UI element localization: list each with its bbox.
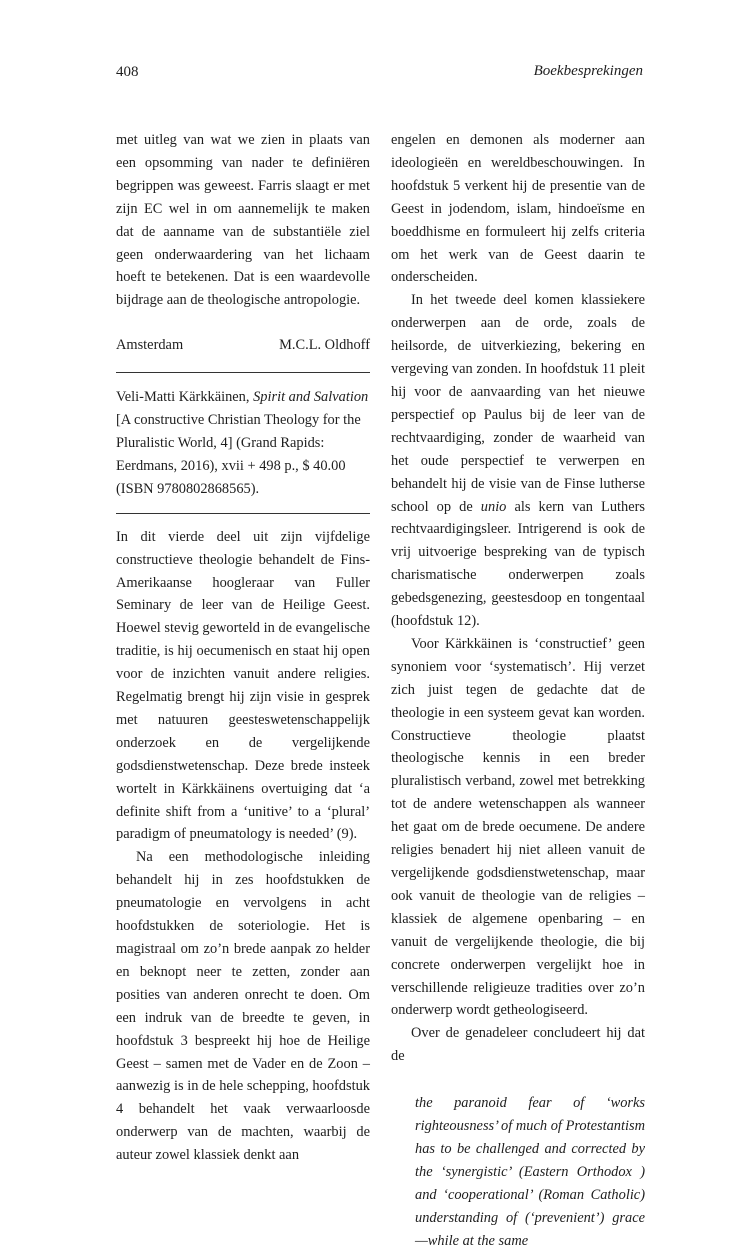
signature-name: M.C.L. Oldhoff [279,337,370,354]
review-paragraph-1: In dit vierde deel uit zijn vijfdelige constructieve theologie behandelt de Fins-Amerikaanse hoogleraar van Fuller Seminary de leer van de Heilige Geest. Hoewel stevig geworteld in de evangelische traditie, is hij oecumenisch en staat hij open voor de inzichten vanuit andere religies. Regelmatig brengt hij zijn visie in gesprek met natuuren geesteswetenschappelijk onderzoek en de vergelijkende godsdienstwetenschap. Deze brede insteek wortelt in Kärkkäinens overtuiging dat ‘a definite shift from a ‘unitive’ to a ‘plural’ paradigm of pneumatology is needed’ (9). [116,528,370,843]
citation-title: Spirit and Salvation [253,389,369,406]
left-column [116,129,370,1167]
running-head: Boekbesprekingen [533,63,643,79]
review-paragraph-4: Voor Kärkkäinen is ‘constructief’ geen synoniem voor ‘systematisch’. Hij verzet zich juist tegen de gedachte dat de theologie in een systeem gevat kan worden. Constructieve theologie plaatst theologische kennis in een breder pluralistisch verband, zowel met betrekking tot de andere wetenschappen als wanneer het gaat om de brede oecumene. De andere religies benadert hij niet alleen vanuit de vergelijkende godsdienstwetenschap, maar ook vanuit de theologie van de religies – klassiek de algemene openbaring – en vanuit de vergelijkende theologie, die bij concrete onderwerpen vergelijkt hoe in verschillende religieuze tradities over zo’n onderwerp wordt getheologiseerd. [391,635,645,1019]
review-paragraph-2-cont: engelen en demonen als moderner aan ideologieën en wereldbeschouwingen. In hoofdstuk 5 verkent hij de presentie van de Geest in jodendom, islam, hindoeïsme en boeddhisme en formuleert hij zelfs criteria om het werk van de Geest daarin te onderscheiden. [391,132,645,286]
citation-details: [A constructive Christian Theology for the Pluralistic World, 4] (Grand Rapids: Eerdmans, 2016), xvii + 498 p., $ 40.00 (ISBN 9780802868565). [116,412,361,497]
signature-place: Amsterdam [116,337,184,354]
citation-author: Veli-Matti Kärkkäinen, [116,389,254,406]
review-paragraph-3 [391,289,645,633]
previous-review-ending: met uitleg van wat we zien in plaats van een opsomming van nader te definiëren begrippen was geweest. Farris slaagt er met zijn EC wel in om aannemelijk te maken dat de aanname van de substantiële ziel geen onderwaardering van het lichaam hoeft te betekenen. Dat is een waardevolle bijdrage aan de theologische antropologie. [116,132,370,309]
page-header [0,0,738,100]
review-signature [116,334,370,357]
paragraph-3-text: In het tweede deel komen klassiekere onderwerpen aan de orde, zoals de heilsorde, de uitverkiezing, bekering en vergeving van zonden. In hoofdstuk 11 pleit hij voor de aanvaarding van het nieuwe perspectief op Paulus bij de leer van de rechtvaardiging, zonder de waarheid van het oude perspectief te verwerpen en behandelt hij de visie van de Finse lutherse school op de [391,292,645,515]
citation-rule-top [116,372,370,373]
citation-rule-bottom [116,513,370,514]
unio-term: unio [480,498,507,515]
review-paragraph-5: Over de genadeleer concludeert hij dat de [391,1025,645,1065]
review-paragraph-2: Na een methodologische inleiding behandelt hij in zes hoofdstukken de pneumatologie en vervolgens in acht hoofdstukken de soteriologie. Het is magistraal om zo’n brede aanpak zo helder en beknopt neer te zetten, zonder aan posities van anderen onrecht te doen. Om een indruk van de breedte te geven, in hoofdstuk 3 bespreekt hij hoe de Heilige Geest – samen met de Vader en de Zoon –aanwezig is in de hele schepping, hoofdstuk 4 behandelt het vaak verwaarloosde onderwerp van de machten, waarbij de auteur zowel klassiek denkt aan [116,849,370,1164]
page-number: 408 [116,64,139,80]
right-column [391,129,645,1253]
book-citation [116,386,370,501]
block-quote: the paranoid fear of ‘works righteousness’ of much of Protestantism has to be challenged and corrected by the ‘synergistic’ (Eastern Orthodox ) and ‘cooperational’ (Roman Catholic) understanding of (‘prevenient’) grace—while at the same [415,1095,645,1249]
paragraph-3-end: als kern van Luthers rechtvaardigingsleer. Intrigerend is ook de vrij uitvoerige bespreking van de typisch charismatische onderwerpen zoals gebedsgenezing, geestesdoop en tongentaal (hoofdstuk 12). [391,498,646,630]
